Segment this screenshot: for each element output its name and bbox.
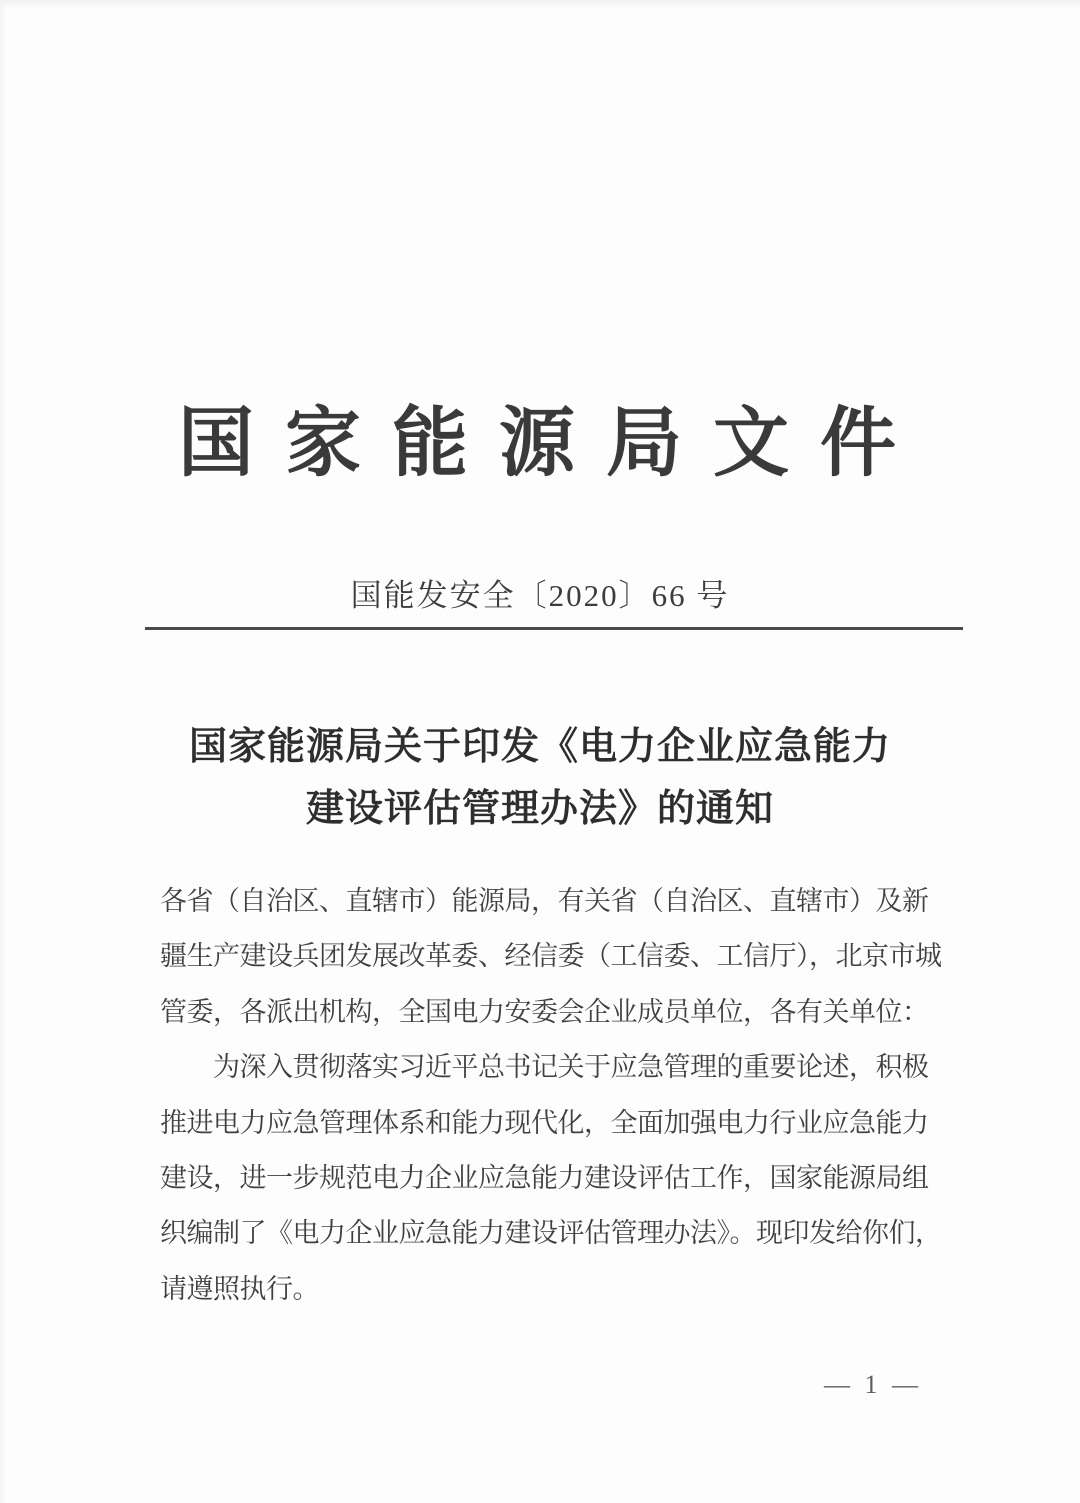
- notice-title-line-2: 建设评估管理办法》的通知: [305, 788, 774, 830]
- header-divider: [145, 627, 963, 630]
- body-line: 各省（自治区、直辖市）能源局，有关省（自治区、直辖市）及新: [160, 886, 929, 916]
- notice-title: [0, 716, 1080, 840]
- body-line: 请遵照执行。: [160, 1273, 319, 1304]
- body-line: 疆生产建设兵团发展改革委、经信委（工信委、工信厅），北京市城: [160, 941, 942, 972]
- agency-header-title: 国 家 能 源 局 文 件: [178, 402, 902, 486]
- body-text: [160, 874, 960, 1317]
- body-line: 推进电力应急管理体系和能力现代化，全面加强电力行业应急能力: [160, 1107, 929, 1138]
- document-number: 国能发安全〔2020〕66 号: [350, 578, 730, 613]
- body-line: 织编制了《电力企业应急能力建设评估管理办法》。现印发给你们，: [160, 1218, 942, 1249]
- body-line: 建设，进一步规范电力企业应急能力建设评估工作，国家能源局组: [160, 1163, 929, 1194]
- notice-title-line-1: 国家能源局关于印发《电力企业应急能力: [188, 726, 891, 768]
- body-line: 管委，各派出机构，全国电力安委会企业成员单位，各有关单位：: [160, 996, 929, 1027]
- page-number: — 1 —: [824, 1370, 922, 1399]
- body-line: 为深入贯彻落实习近平总书记关于应急管理的重要论述，积极: [160, 1052, 929, 1083]
